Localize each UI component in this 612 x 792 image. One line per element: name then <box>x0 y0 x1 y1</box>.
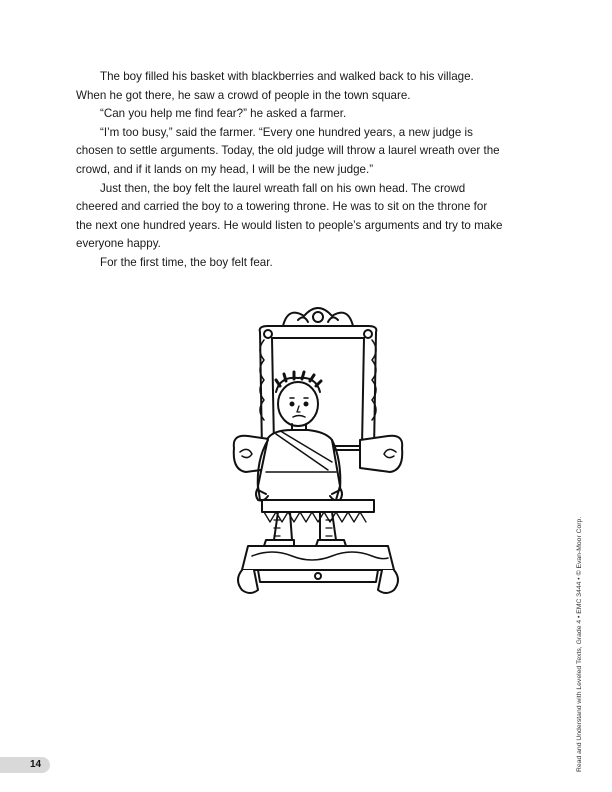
boy-on-throne-illustration <box>228 300 408 602</box>
story-paragraph: “I’m too busy,” said the farmer. “Every one hundred years, a new judge is chosen to settle arguments. Today, the old judge will throw a laurel wreath over the crowd, and if it lands on my head, I will be the new judge.” <box>76 125 500 176</box>
boy-tunic <box>258 430 340 500</box>
story-paragraph: “Can you help me find fear?” he asked a farmer. <box>100 107 347 121</box>
copyright-credit: Read and Understand with Leveled Texts, Grade 4 • EMC 3444 • © Evan-Moor Corp. <box>576 516 583 772</box>
story-paragraph: The boy filled his basket with blackberries and walked back to his village. When he got there, he saw a crowd of people in the town square. <box>76 70 474 102</box>
story-text <box>76 68 506 273</box>
throne-base <box>242 546 394 570</box>
story-paragraph: For the first time, the boy felt fear. <box>100 255 273 269</box>
story-paragraph: Just then, the boy felt the laurel wreath fall on his own head. The crowd cheered and carried the boy to a towering throne. He was to sit on the throne for the next one hundred years. He would listen to people’s arguments and try to make everyone happy. <box>76 181 503 251</box>
boy-head <box>278 382 318 426</box>
page-number-tab <box>0 757 50 773</box>
page-number: 14 <box>30 759 42 770</box>
